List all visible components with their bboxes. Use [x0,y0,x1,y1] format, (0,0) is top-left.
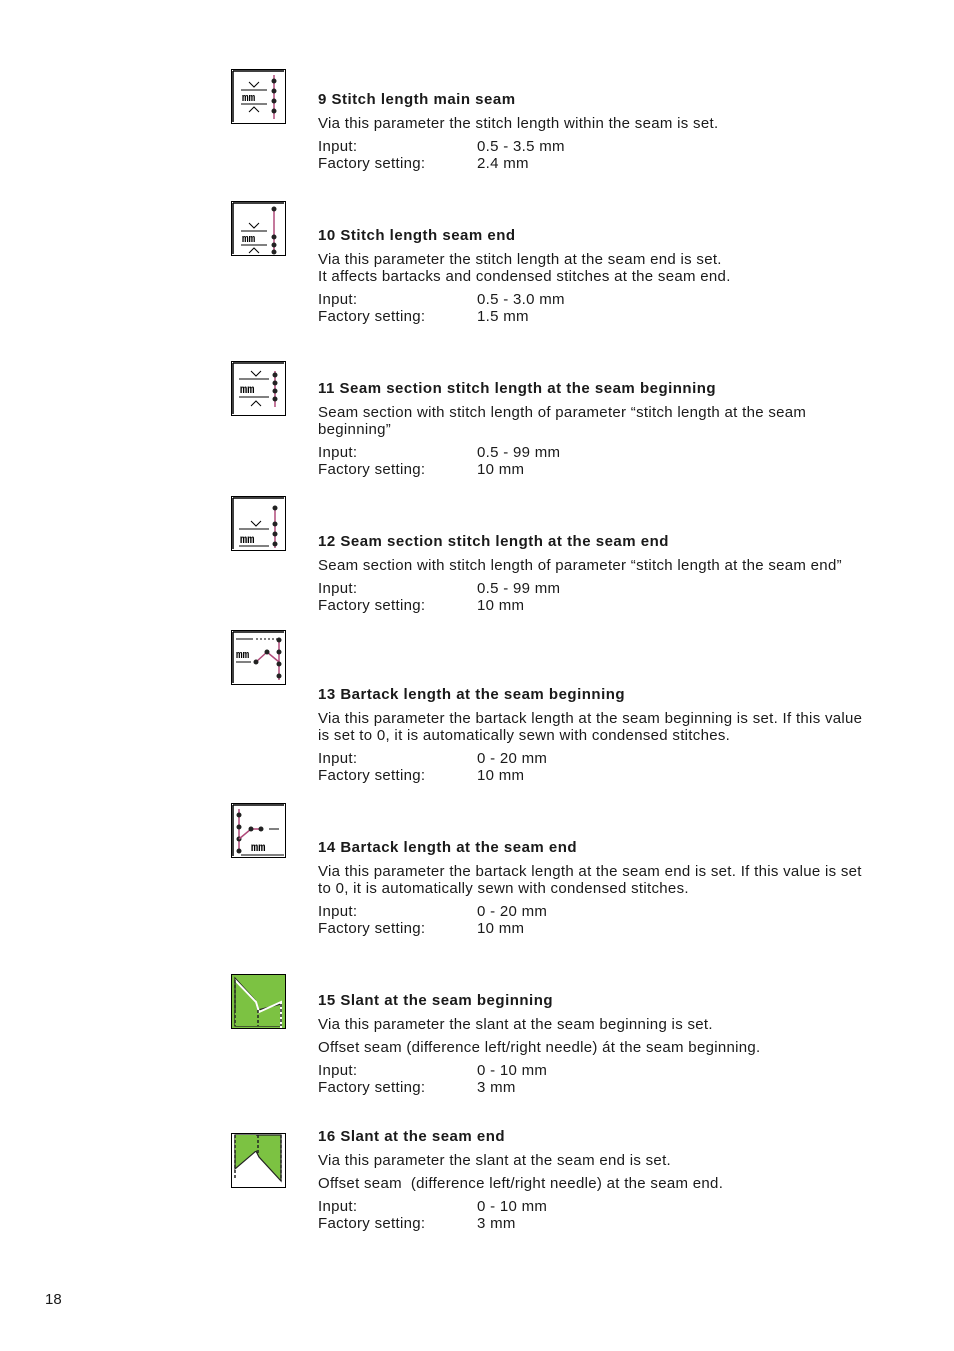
factory-label: Factory setting: [318,767,426,784]
factory-value: 10 mm [477,597,525,614]
section-11 [318,380,878,478]
input-value: 0 - 10 mm [477,1062,548,1079]
spec-block [318,750,878,784]
factory-value: 10 mm [477,767,525,784]
input-label: Input: [318,291,358,308]
factory-label: Factory setting: [318,155,426,172]
stitch-length-main-seam-icon [231,69,286,124]
slant-seam-beginning-icon [231,974,286,1029]
spec-block [318,291,878,325]
input-label: Input: [318,750,358,767]
bartack-length-seam-beginning-icon [231,630,286,685]
slant-seam-end-icon [231,1133,286,1188]
spec-block [318,580,878,614]
input-value: 0 - 20 mm [477,903,548,920]
section-15 [318,992,878,1096]
input-value: 0.5 - 99 mm [477,444,561,461]
spec-block [318,903,878,937]
spec-block [318,444,878,478]
factory-label: Factory setting: [318,597,426,614]
stitch-length-seam-end-icon [231,201,286,256]
factory-value: 10 mm [477,461,525,478]
input-label: Input: [318,580,358,597]
section-title: 14 Bartack length at the seam end [318,839,578,856]
svg-text:mm: mm [242,234,256,246]
section-description: Via this parameter the stitch length at the seam end is set. It affects bartacks and condensed stitches at the seam end. [318,251,731,285]
spec-block [318,1198,878,1232]
factory-value: 1.5 mm [477,308,529,325]
svg-text:mm: mm [242,93,256,105]
spec-block [318,1062,878,1096]
section-title: 10 Stitch length seam end [318,227,516,244]
spec-block [318,138,878,172]
section-14 [318,839,878,937]
factory-label: Factory setting: [318,1079,426,1096]
input-value: 0 - 20 mm [477,750,548,767]
bartack-length-seam-end-icon [231,803,286,858]
svg-text:mm: mm [240,383,255,397]
section-length-seam-beginning-icon [231,361,286,416]
input-value: 0 - 10 mm [477,1198,548,1215]
section-13 [318,686,878,784]
section-title: 11 Seam section stitch length at the seam beginning [318,380,717,397]
factory-value: 3 mm [477,1215,516,1232]
section-description: Seam section with stitch length of parameter “stitch length at the seam beginning” [318,404,807,438]
input-value: 0.5 - 3.0 mm [477,291,565,308]
section-10 [318,227,878,325]
section-title: 16 Slant at the seam end [318,1128,506,1145]
section-16 [318,1128,878,1232]
section-title: 13 Bartack length at the seam beginning [318,686,626,703]
section-length-seam-end-icon [231,496,286,551]
factory-value: 10 mm [477,920,525,937]
section-description-2: Offset seam (difference left/right needle) át the seam beginning. [318,1039,761,1056]
factory-label: Factory setting: [318,920,426,937]
factory-label: Factory setting: [318,461,426,478]
section-title: 12 Seam section stitch length at the seam end [318,533,669,550]
section-12 [318,533,878,614]
section-description: Via this parameter the bartack length at the seam end is set. If this value is set to 0, it is automatically sewn with condensed stitches. [318,863,862,897]
factory-value: 3 mm [477,1079,516,1096]
factory-value: 2.4 mm [477,155,529,172]
input-label: Input: [318,903,358,920]
section-description: Via this parameter the slant at the seam end is set. [318,1152,672,1169]
section-description: Via this parameter the bartack length at the seam beginning is set. If this value is set to 0, it is automatically sewn with condensed stitches. [318,710,863,744]
input-label: Input: [318,1198,358,1215]
input-label: Input: [318,138,358,155]
svg-text:mm: mm [240,533,255,547]
section-title: 15 Slant at the seam beginning [318,992,554,1009]
section-description: Via this parameter the slant at the seam beginning is set. [318,1016,713,1033]
page-number: 18 [45,1291,62,1308]
input-value: 0.5 - 99 mm [477,580,561,597]
svg-text:mm: mm [236,650,250,662]
section-description: Seam section with stitch length of parameter “stitch length at the seam end” [318,557,842,574]
input-label: Input: [318,444,358,461]
section-description-2: Offset seam (difference left/right needle) at the seam end. [318,1175,724,1192]
factory-label: Factory setting: [318,308,426,325]
section-title: 9 Stitch length main seam [318,91,516,108]
section-9 [318,91,878,172]
factory-label: Factory setting: [318,1215,426,1232]
input-value: 0.5 - 3.5 mm [477,138,565,155]
svg-text:mm: mm [251,841,266,855]
input-label: Input: [318,1062,358,1079]
section-description: Via this parameter the stitch length within the seam is set. [318,115,719,132]
